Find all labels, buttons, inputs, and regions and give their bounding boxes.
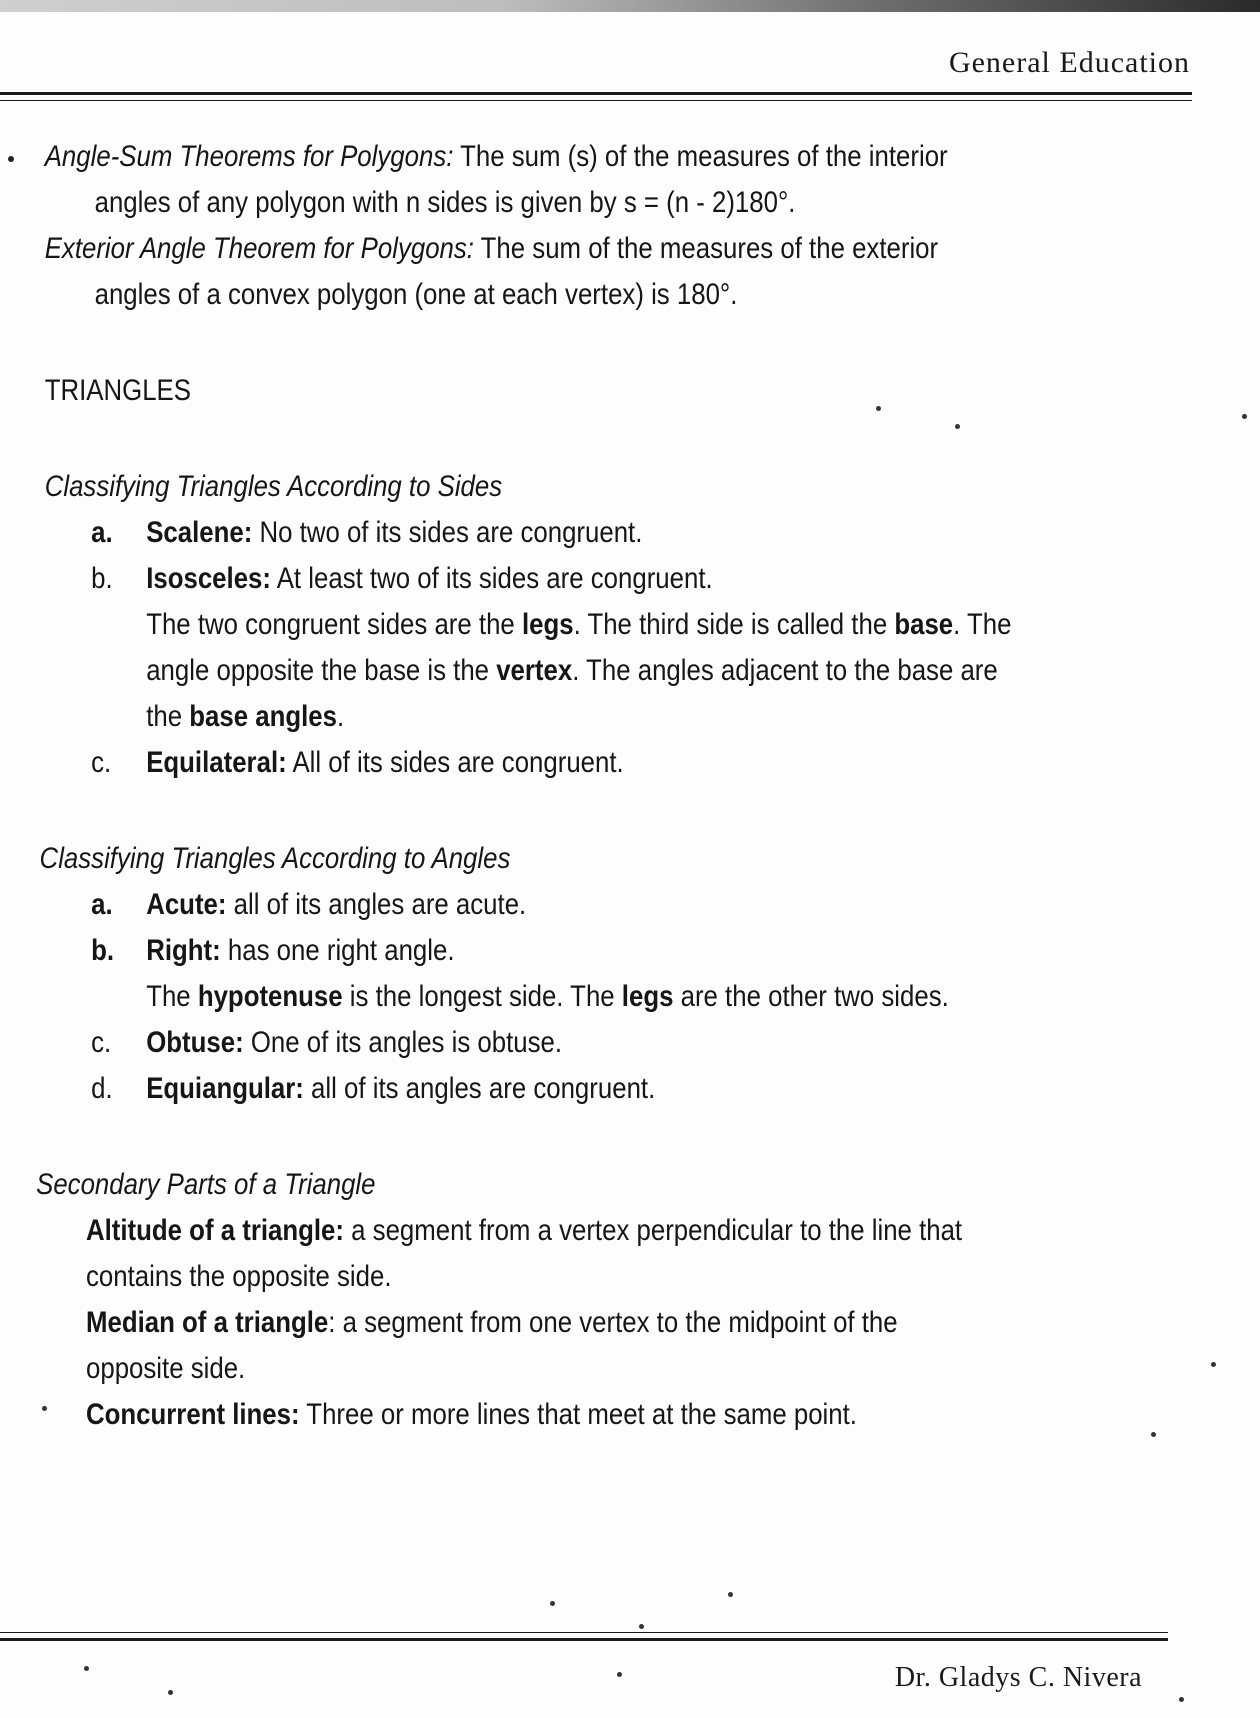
sides-item-b xyxy=(91,556,713,602)
median-line-1 xyxy=(86,1300,898,1346)
exterior-angle-text-1: The sum of the measures of the exterior xyxy=(473,232,939,265)
list-label: b. xyxy=(91,562,113,595)
scan-speck xyxy=(1242,414,1247,419)
exterior-angle-line-1 xyxy=(45,226,938,272)
scan-speck xyxy=(1151,1432,1156,1437)
angle-sum-line-2: angles of any polygon with n sides is given by s = (n - 2)180°. xyxy=(94,186,796,219)
scan-speck xyxy=(876,406,881,411)
concurrent-text: Three or more lines that meet at the same point. xyxy=(299,1398,857,1431)
footer-rule xyxy=(0,1638,1168,1641)
angle-sum-term: Angle-Sum Theorems for Polygons: xyxy=(44,140,454,173)
scan-speck xyxy=(639,1624,644,1629)
note-term-base: base xyxy=(894,608,954,641)
note-term-hypotenuse: hypotenuse xyxy=(197,980,343,1013)
scan-speck xyxy=(617,1672,622,1677)
list-term: Isosceles: xyxy=(146,562,271,595)
median-term: Median of a triangle xyxy=(86,1306,329,1339)
note-text: angle opposite the base is the xyxy=(146,654,497,687)
exterior-angle-term: Exterior Angle Theorem for Polygons: xyxy=(44,232,474,265)
altitude-line-2: contains the opposite side. xyxy=(86,1260,392,1293)
list-label: d. xyxy=(91,1072,113,1105)
note-term-legs: legs xyxy=(621,980,674,1013)
list-label: a. xyxy=(91,516,113,549)
sides-item-c xyxy=(91,740,624,786)
note-text: are the other two sides. xyxy=(673,980,949,1013)
note-term-base-angles: base angles xyxy=(189,700,337,733)
scan-speck xyxy=(1179,1697,1184,1702)
list-text: all of its angles are acute. xyxy=(226,888,527,921)
list-text: At least two of its sides are congruent. xyxy=(270,562,713,595)
exterior-angle-line-2: angles of a convex polygon (one at each vertex) is 180°. xyxy=(94,278,738,311)
median-text-1: : a segment from one vertex to the midpoint of the xyxy=(328,1306,898,1339)
note-text: . The angles adjacent to the base are xyxy=(572,654,998,687)
list-text: has one right angle. xyxy=(220,934,455,967)
scan-speck xyxy=(84,1666,89,1671)
median-line-2: opposite side. xyxy=(86,1352,246,1385)
angle-sum-line-1 xyxy=(45,134,948,180)
footer-author: Dr. Gladys C. Nivera xyxy=(894,1662,1142,1693)
sides-section-heading: Classifying Triangles According to Sides xyxy=(44,470,503,503)
list-text: One of its angles is obtuse. xyxy=(243,1026,563,1059)
scan-speck xyxy=(42,1406,47,1411)
isosceles-note-line-2 xyxy=(146,648,998,694)
right-note-line xyxy=(146,974,949,1020)
angles-item-d xyxy=(91,1066,655,1112)
list-label: c. xyxy=(91,746,112,779)
note-text: the xyxy=(146,700,190,733)
isosceles-note-line-3 xyxy=(146,694,344,740)
angle-sum-text-1: The sum (s) of the measures of the interior xyxy=(453,140,948,173)
note-text: is the longest side. The xyxy=(342,980,622,1013)
footer-rule-thin xyxy=(0,1632,1168,1633)
scan-speck xyxy=(168,1690,173,1695)
list-text: No two of its sides are congruent. xyxy=(252,516,643,549)
list-label: a. xyxy=(91,888,113,921)
scan-speck xyxy=(550,1601,555,1606)
list-term: Obtuse: xyxy=(146,1026,244,1059)
list-term: Equiangular: xyxy=(146,1072,304,1105)
altitude-line-1 xyxy=(86,1208,962,1254)
concurrent-line xyxy=(86,1392,857,1438)
triangles-heading: TRIANGLES xyxy=(44,374,191,407)
altitude-text-1: a segment from a vertex perpendicular to the line that xyxy=(344,1214,963,1247)
note-text: The xyxy=(146,980,198,1013)
secondary-section-heading: Secondary Parts of a Triangle xyxy=(36,1168,376,1201)
scan-speck xyxy=(1211,1362,1216,1367)
list-term: Equilateral: xyxy=(146,746,287,779)
isosceles-note-line-1 xyxy=(146,602,1011,648)
angles-section-heading: Classifying Triangles According to Angles xyxy=(39,842,511,875)
list-term: Right: xyxy=(146,934,221,967)
note-text: . The xyxy=(953,608,1012,641)
note-text: The two congruent sides are the xyxy=(146,608,522,641)
angles-item-a xyxy=(91,882,526,928)
list-label: b. xyxy=(91,934,115,967)
list-text: all of its angles are congruent. xyxy=(303,1072,656,1105)
list-term: Scalene: xyxy=(146,516,253,549)
list-term: Acute: xyxy=(146,888,227,921)
scan-speck xyxy=(728,1592,733,1597)
page-header-title: General Education xyxy=(948,46,1190,79)
sides-item-a xyxy=(91,510,642,556)
note-term-vertex: vertex xyxy=(496,654,573,687)
concurrent-term: Concurrent lines: xyxy=(86,1398,300,1431)
note-text: . xyxy=(336,700,345,733)
list-label: c. xyxy=(91,1026,112,1059)
altitude-term: Altitude of a triangle: xyxy=(86,1214,344,1247)
note-term-legs: legs xyxy=(521,608,574,641)
list-text: All of its sides are congruent. xyxy=(286,746,624,779)
angles-item-c xyxy=(91,1020,562,1066)
angles-item-b xyxy=(91,928,454,974)
note-text: . The third side is called the xyxy=(573,608,895,641)
scan-speck xyxy=(955,424,960,429)
